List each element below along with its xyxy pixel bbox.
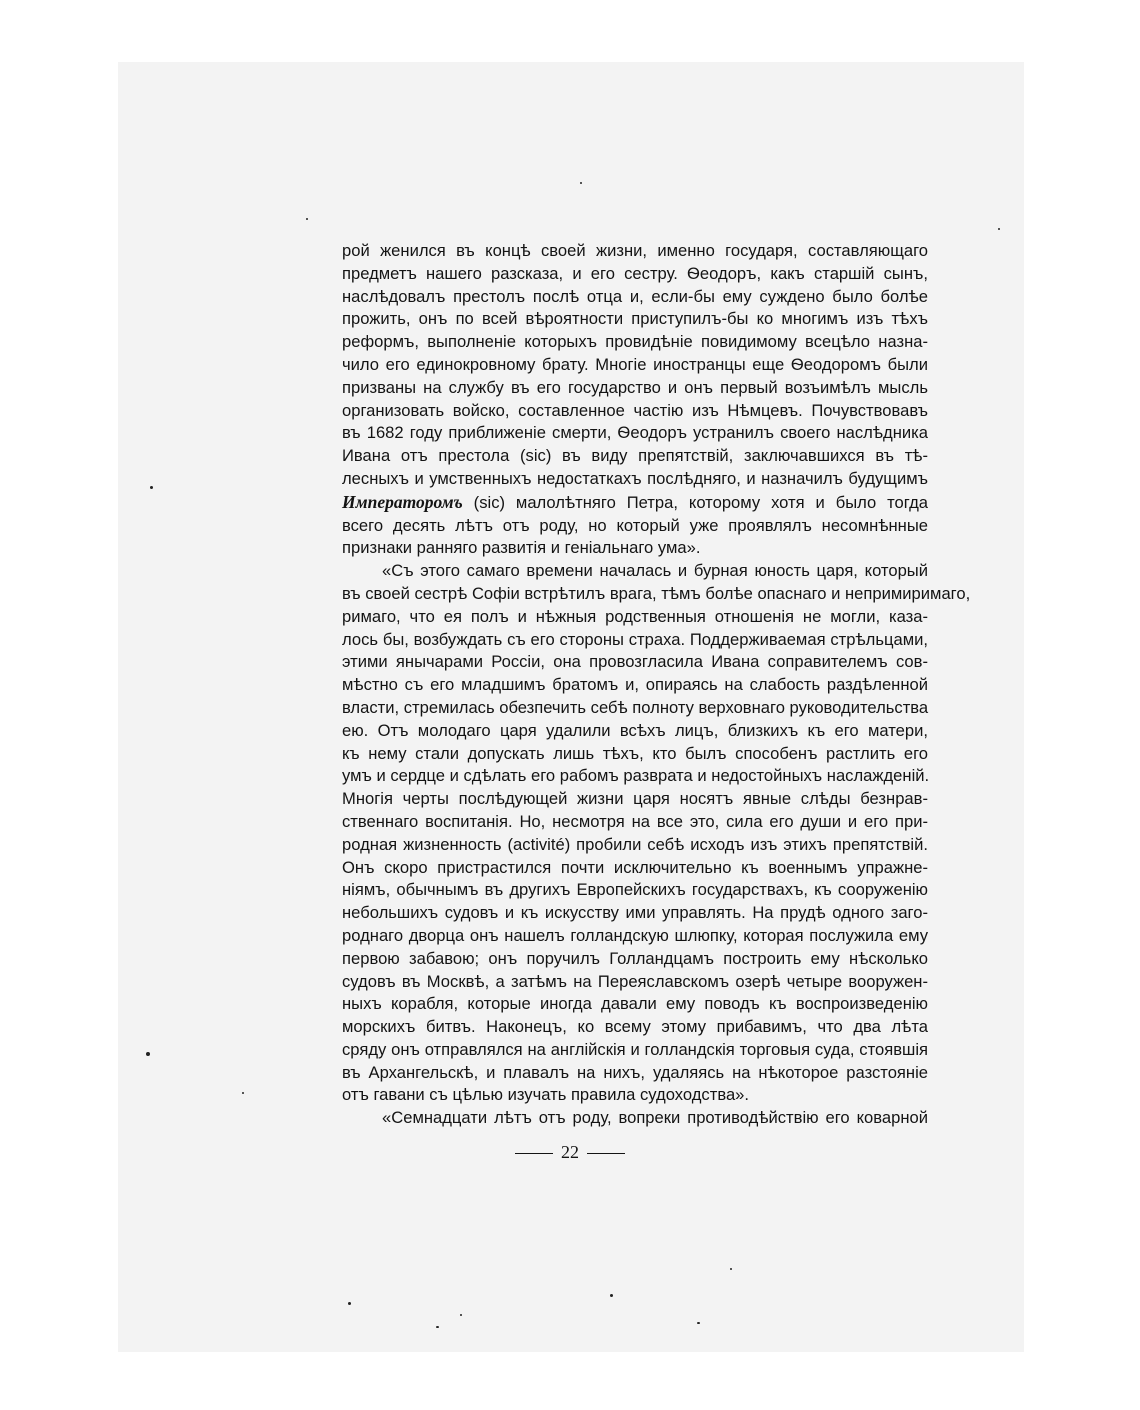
text-line: первою забавою; онъ поручилъ Голландцамъ построить ему нѣсколько [342, 948, 928, 968]
text-line: въ 1682 году приближеніе смерти, Ѳеодоръ устранилъ своего наслѣдника [342, 423, 928, 443]
page-number [0, 1142, 1140, 1163]
scan-speck [150, 486, 153, 489]
text-line: умъ и сердце и сдѣлать его рабомъ разврата и недостойныхъ наслажденій. [342, 766, 930, 786]
text-line: небольшихъ судовъ и къ искусству ими управлять. На прудѣ одного заго- [342, 903, 928, 923]
scan-speck [436, 1326, 439, 1328]
text-line: этими янычарами Россіи, она провозгласила Ивана соправителемъ сов- [342, 652, 928, 672]
text-line: родная жизненность (activité) пробили себѣ исходъ изъ этихъ препятствій. [342, 834, 928, 854]
text-line: «Съ этого самаго времени началась и бурная юность царя, который [382, 561, 928, 581]
text-line-rest: (sic) малолѣтняго Петра, которому хотя и было тогда [462, 492, 928, 512]
text-line: «Семнадцати лѣтъ отъ роду, вопреки противодѣйствію его коварной [382, 1108, 928, 1128]
emphasis-word: Императоромъ [342, 491, 463, 512]
paragraph [342, 1107, 928, 1130]
text-line: признаки ранняго развитія и геніальнаго ума». [342, 538, 701, 558]
text-line: всего десять лѣтъ отъ роду, но который уже проявлялъ несомнѣнные [342, 515, 928, 535]
scan-speck [306, 218, 308, 220]
text-line: власти, стремилась обезпечить себѣ полноту верховнаго руководительства [342, 697, 929, 717]
text-line: прожить, онъ по всей вѣроятности приступилъ-бы ко многимъ изъ тѣхъ [342, 309, 928, 329]
page-number-rule-left [515, 1153, 553, 1154]
scan-speck [610, 1294, 613, 1297]
paragraph [342, 560, 971, 1107]
text-line: рой женился въ концѣ своей жизни, именно государя, составляющаго [342, 241, 928, 260]
scan-speck [242, 1092, 244, 1094]
page-number-rule-right [587, 1153, 625, 1154]
text-line: отъ гавани съ цѣлью изучать правила судоходства». [342, 1085, 750, 1105]
scan-speck [580, 182, 582, 184]
text-line: предметъ нашего разсказа, и его сестру. Ѳеодоръ, какъ старшій сынъ, [342, 263, 928, 283]
text-line: къ нему стали допускать лишь тѣхъ, кто былъ способенъ растлить его [342, 743, 928, 763]
scan-speck [460, 1314, 462, 1316]
text-line: ею. Отъ молодаго царя удалили всѣхъ лицъ, близкихъ къ его матери, [342, 720, 928, 740]
text-line: организовать войско, составленное частію изъ Нѣмцевъ. Почувствовавъ [342, 400, 928, 420]
text-line: реформъ, выполненіе которыхъ провидѣніе повидимому всецѣло назна- [342, 332, 928, 352]
text-line: Ивана отъ престола (sic) въ виду препятствій, заключавшихся въ тѣ- [342, 446, 928, 466]
text-line: наслѣдовалъ престолъ послѣ отца и, если-бы ему суждено было болѣе [342, 286, 928, 306]
body-text [342, 240, 971, 1130]
text-line: ныхъ корабля, которые иногда давали ему поводъ къ воспроизведенію [342, 994, 928, 1014]
text-line: судовъ въ Москвѣ, а затѣмъ на Переяславскомъ озерѣ четыре вооружен- [342, 971, 928, 991]
scan-speck [697, 1322, 700, 1324]
paragraph [342, 240, 928, 560]
text-line: Многія черты послѣдующей жизни царя носятъ явные слѣды безнрав- [342, 789, 928, 809]
text-line: роднаго дворца онъ нашелъ голландскую шлюпку, которая послужила ему [342, 925, 928, 945]
text-line: въ Архангельскѣ, и плавалъ на нихъ, удаляясь на нѣкоторое разстояніе [342, 1062, 928, 1082]
scan-speck [998, 228, 1000, 230]
text-line: чило его единокровному брату. Многіе иностранцы еще Ѳеодоромъ были [342, 354, 928, 374]
text-line: сряду онъ отправлялся на англійскія и голландскія торговыя суда, стоявшія [342, 1039, 928, 1059]
text-line: въ своей сестрѣ Софіи встрѣтилъ врага, тѣмъ болѣе опаснаго и непримиримаго, [342, 583, 971, 603]
text-line: Онъ скоро пристрастился почти исключительно къ военнымъ упражне- [342, 857, 928, 877]
text-line: римаго, что ея полъ и нѣжныя родственныя отношенія не могли, каза- [342, 606, 928, 626]
page-number-value: 22 [561, 1142, 579, 1162]
text-line: морскихъ битвъ. Наконецъ, ко всему этому прибавимъ, что два лѣта [342, 1017, 928, 1037]
text-line: ніямъ, обычнымъ въ другихъ Европейскихъ государствахъ, къ сооруженію [342, 880, 928, 900]
text-line [342, 491, 928, 515]
scan-speck [730, 1268, 732, 1270]
text-line: лось бы, возбуждать съ его стороны страха. Поддерживаемая стрѣльцами, [342, 629, 928, 649]
text-line: призваны на службу въ его государство и онъ первый возъимѣлъ мысль [342, 377, 928, 397]
text-line: лесныхъ и умственныхъ недостаткахъ послѣдняго, и назначилъ будущимъ [342, 468, 928, 488]
text-line: мѣстно съ его младшимъ братомъ и, опираясь на слабость раздѣленной [342, 675, 928, 695]
text-line: ственнаго воспитанія. Но, несмотря на все это, сила его души и его при- [342, 811, 928, 831]
scan-speck [146, 1052, 150, 1056]
scan-speck [348, 1302, 351, 1305]
